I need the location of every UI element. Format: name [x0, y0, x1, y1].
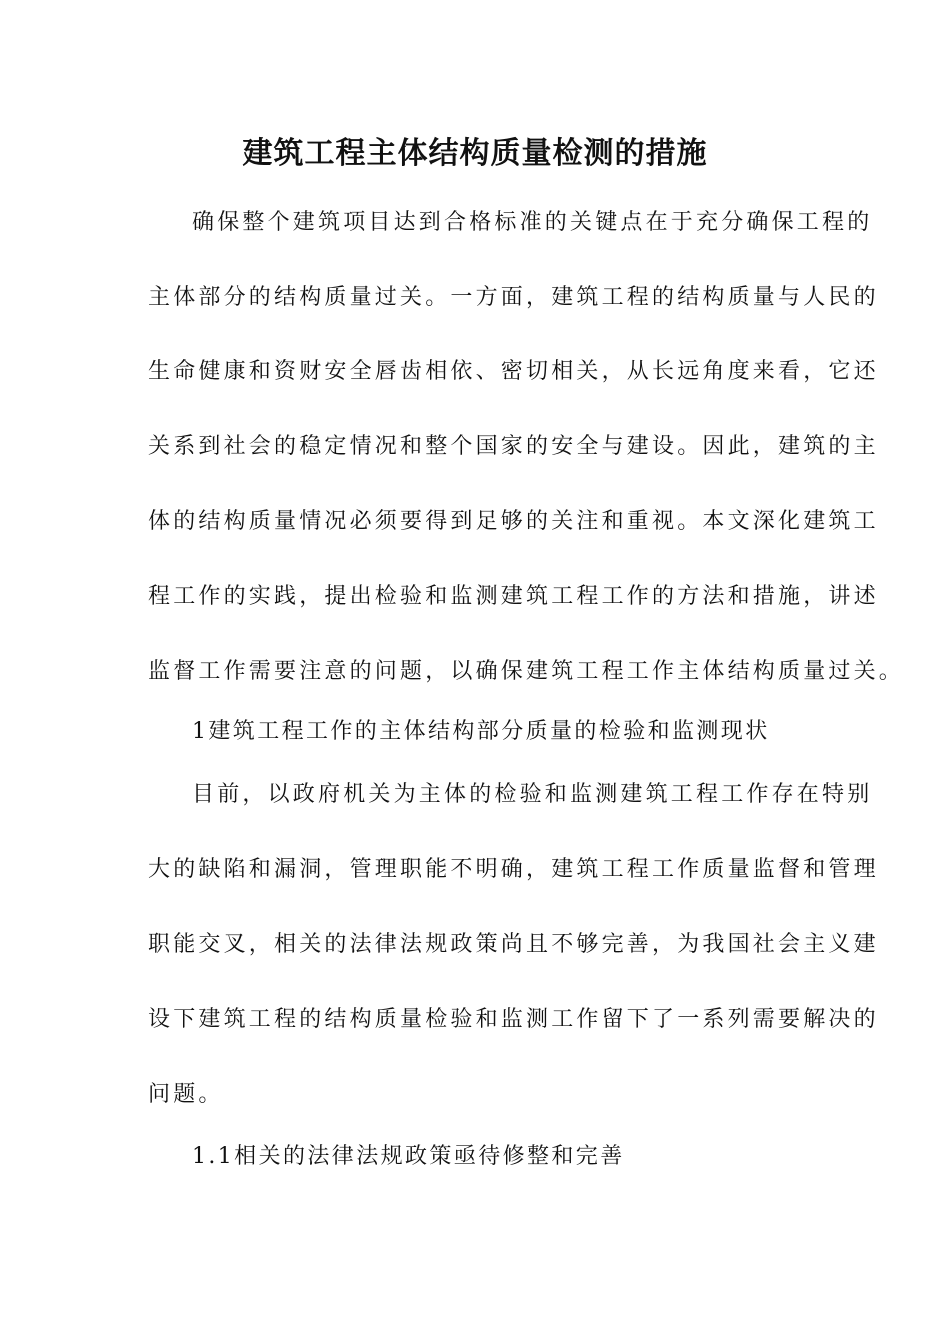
paragraph-1-line: 体的结构质量情况必须要得到足够的关注和重视。本文深化建筑工	[148, 509, 879, 534]
paragraph-2-line: 职能交叉，相关的法律法规政策尚且不够完善，为我国社会主义建	[148, 932, 879, 957]
section-heading-1: 1建筑工程工作的主体结构部分质量的检验和监测现状	[192, 719, 770, 744]
paragraph-1-line: 确保整个建筑项目达到合格标准的关键点在于充分确保工程的	[192, 210, 873, 235]
paragraph-2-line: 目前，以政府机关为主体的检验和监测建筑工程工作存在特别	[192, 782, 873, 807]
paragraph-2-line: 大的缺陷和漏洞，管理职能不明确，建筑工程工作质量监督和管理	[148, 857, 879, 882]
paragraph-2-line: 问题。	[148, 1082, 224, 1107]
paragraph-1-line: 关系到社会的稳定情况和整个国家的安全与建设。因此，建筑的主	[148, 434, 879, 459]
paragraph-1-line: 监督工作需要注意的问题，以确保建筑工程工作主体结构质量过关。	[148, 659, 905, 684]
section-heading-1-1: 1.1相关的法律法规政策亟待修整和完善	[192, 1144, 625, 1169]
document-title: 建筑工程主体结构质量检测的措施	[242, 136, 708, 171]
paragraph-1-line: 程工作的实践，提出检验和监测建筑工程工作的方法和措施，讲述	[148, 584, 879, 609]
paragraph-2-line: 设下建筑工程的结构质量检验和监测工作留下了一系列需要解决的	[148, 1007, 879, 1032]
paragraph-1-line: 主体部分的结构质量过关。一方面，建筑工程的结构质量与人民的	[148, 285, 879, 310]
paragraph-1-line: 生命健康和资财安全唇齿相依、密切相关，从长远角度来看，它还	[148, 359, 879, 384]
